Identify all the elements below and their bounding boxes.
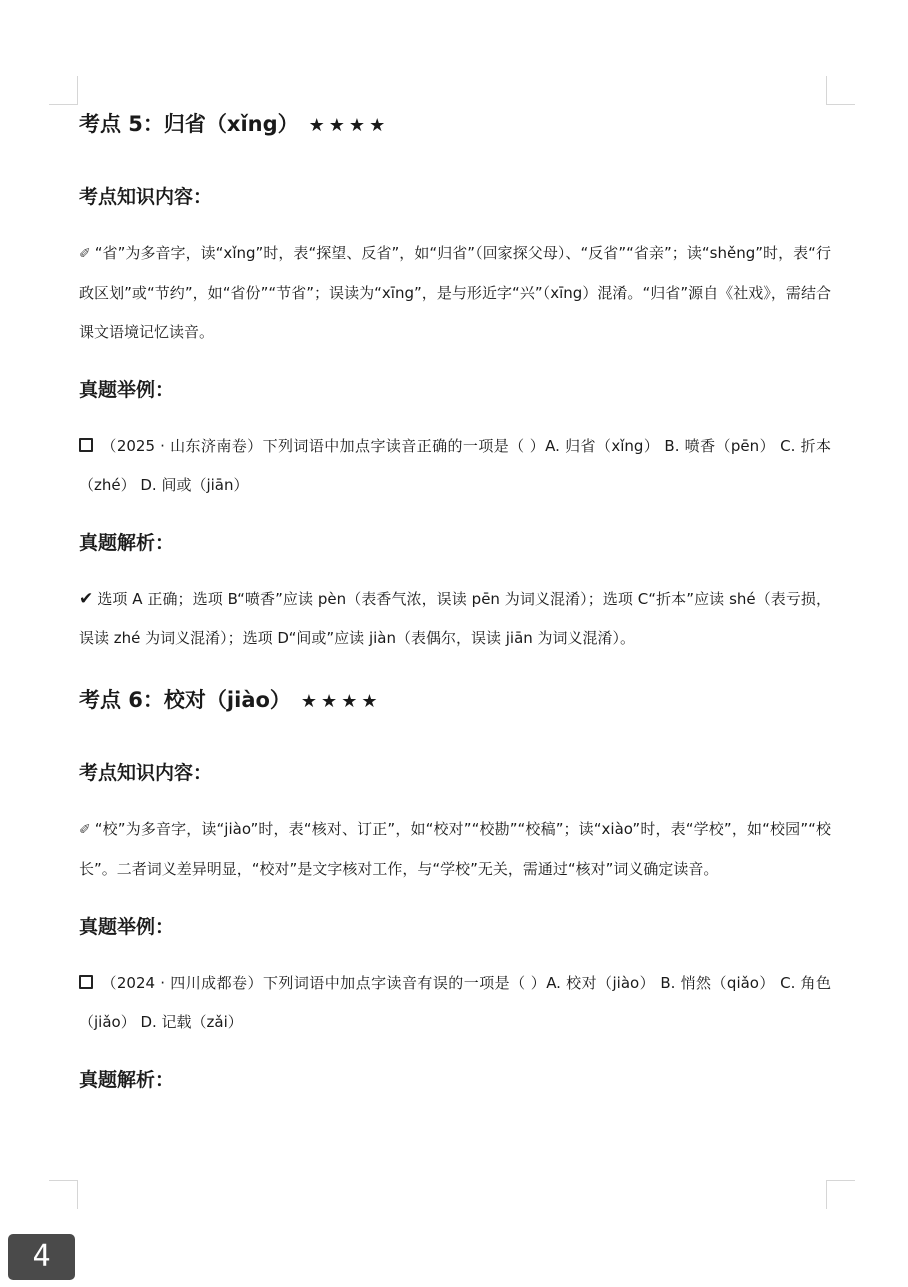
checkbox-icon — [79, 975, 93, 989]
example-text: （2025 · 山东济南卷）下列词语中加点字读音正确的一项是（ ）A. 归省（xǐng） B. 喷香（pēn） C. 折本（zhé） D. 间或（jiān） — [79, 437, 831, 494]
checkmark-icon: ✔ — [79, 589, 94, 609]
example-paragraph — [79, 427, 831, 505]
knowledge-text: “省”为多音字，读“xǐng”时，表“探望、反省”，如“归省”（回家探父母）、“反省”“省亲”；读“shěng”时，表“行政区划”或“节约”，如“省份”“节省”；误读为“xīng”，是与形近字“兴”（xīng）混淆。“归省”源自《社戏》，需结合课文语境记忆读音。 — [79, 244, 831, 341]
crop-mark-bottom-left — [49, 1180, 78, 1209]
section-title — [79, 108, 831, 140]
crop-mark-top-left — [49, 76, 78, 105]
checkbox-icon — [79, 438, 93, 452]
knowledge-heading: 考点知识内容： — [79, 762, 213, 784]
star-rating: ★★★★ — [308, 115, 390, 136]
example-text: （2024 · 四川成都卷）下列词语中加点字读音有误的一项是（ ）A. 校对（jiào） B. 悄然（qiǎo） C. 角色（jiǎo） D. 记载（zǎi） — [79, 974, 831, 1031]
pencil-icon: ✐ — [79, 822, 91, 838]
knowledge-heading: 考点知识内容： — [79, 186, 213, 208]
section-title-text: 考点 6：校对（jiào） — [79, 688, 291, 712]
crop-mark-bottom-right — [826, 1180, 855, 1209]
section-title — [79, 684, 831, 716]
example-heading: 真题举例： — [79, 379, 175, 401]
analysis-paragraph — [79, 580, 831, 658]
crop-mark-top-right — [826, 76, 855, 105]
analysis-text: 选项 A 正确；选项 B“喷香”应读 pèn（表香气浓，误读 pēn 为词义混淆）；选项 C“折本”应读 shé（表亏损，误读 zhé 为词义混淆）；选项 D“间或”应读 jiàn（表偶尔，误读 jiān 为词义混淆）。 — [79, 590, 831, 647]
analysis-heading: 真题解析： — [79, 1069, 175, 1091]
section-title-text: 考点 5：归省（xǐng） — [79, 112, 299, 136]
example-heading: 真题举例： — [79, 916, 175, 938]
page-number-badge: 4 — [8, 1234, 75, 1280]
star-rating: ★★★★ — [300, 691, 382, 712]
example-paragraph — [79, 964, 831, 1042]
knowledge-text: “校”为多音字，读“jiào”时，表“核对、订正”，如“校对”“校勘”“校稿”；读“xiào”时，表“学校”，如“校园”“校长”。二者词义差异明显，“校对”是文字核对工作，与“学校”无关，需通过“核对”词义确定读音。 — [79, 820, 831, 878]
pencil-icon: ✐ — [79, 246, 91, 262]
document-body — [79, 108, 831, 1095]
knowledge-paragraph — [79, 810, 831, 889]
analysis-heading: 真题解析： — [79, 532, 175, 554]
knowledge-paragraph — [79, 234, 831, 352]
